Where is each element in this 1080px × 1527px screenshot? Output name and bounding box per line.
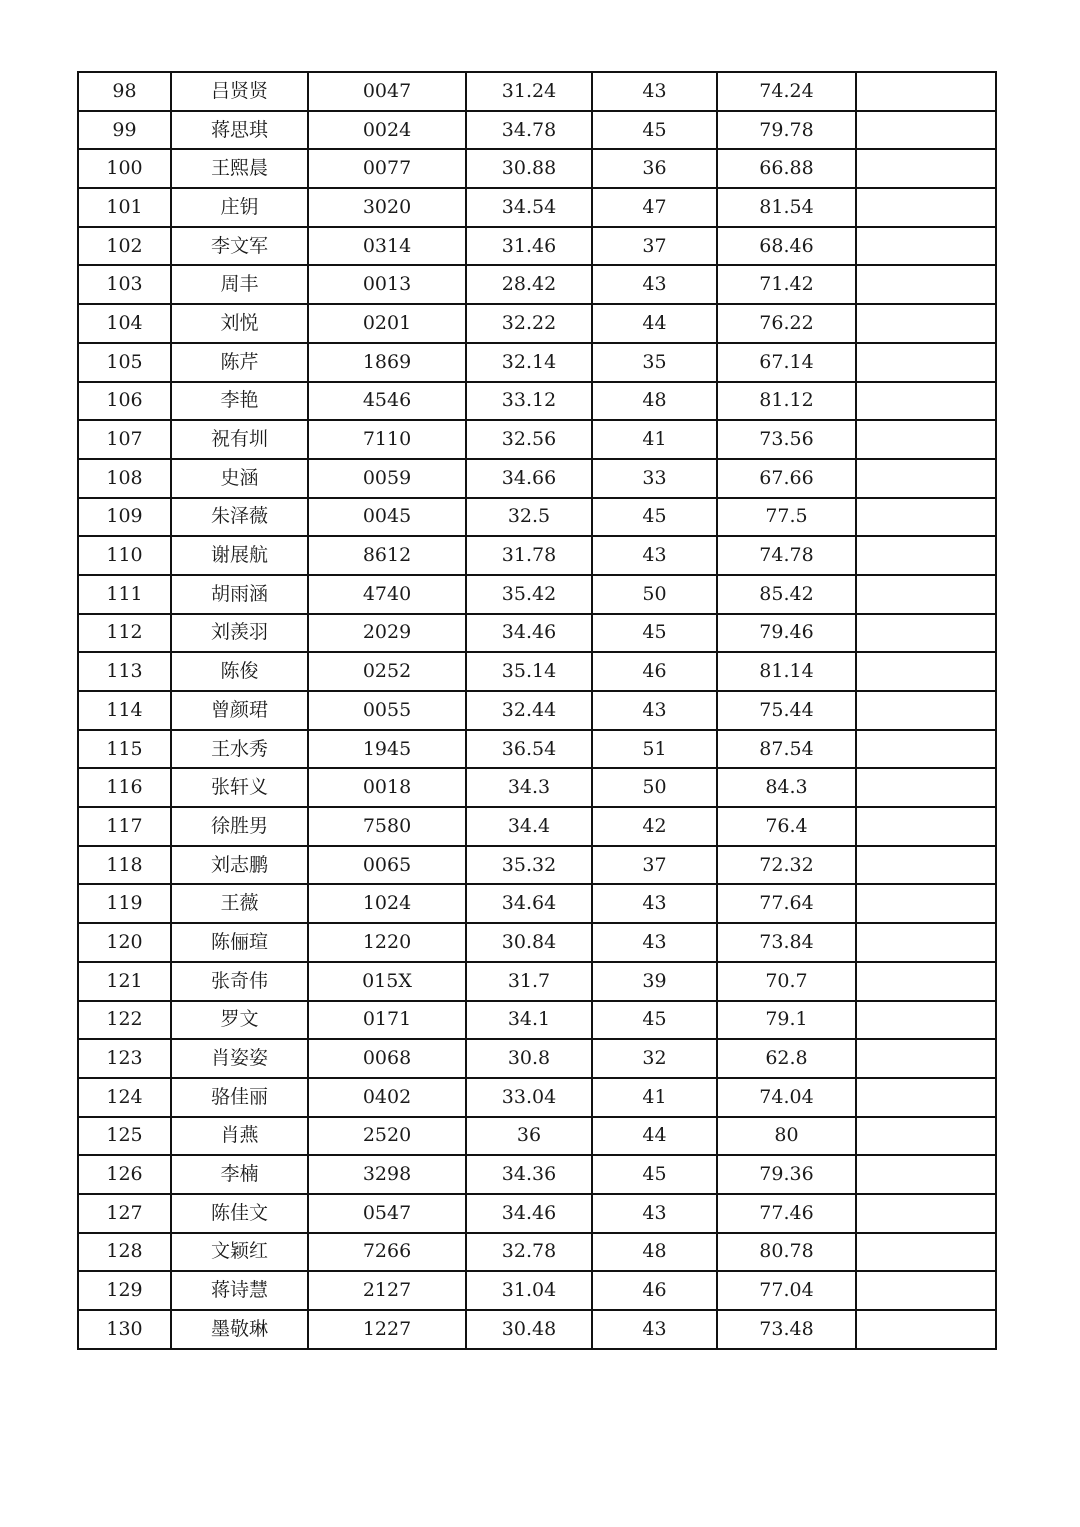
name-cell: 李艳 (171, 382, 308, 421)
id-cell: 0252 (308, 652, 466, 691)
total-cell: 74.78 (717, 536, 856, 575)
score-b-cell: 50 (592, 768, 717, 807)
name-cell: 王水秀 (171, 730, 308, 769)
name-cell: 周丰 (171, 265, 308, 304)
remark-cell (856, 382, 996, 421)
total-cell: 73.48 (717, 1310, 856, 1349)
id-cell: 0018 (308, 768, 466, 807)
total-cell: 77.46 (717, 1194, 856, 1233)
total-cell: 76.4 (717, 807, 856, 846)
id-cell: 0547 (308, 1194, 466, 1233)
remark-cell (856, 1001, 996, 1040)
table-row (78, 72, 996, 111)
name-cell: 罗文 (171, 1001, 308, 1040)
score-b-cell: 48 (592, 1233, 717, 1272)
id-cell: 7266 (308, 1233, 466, 1272)
total-cell: 72.32 (717, 846, 856, 885)
remark-cell (856, 884, 996, 923)
id-cell: 3020 (308, 188, 466, 227)
table-row (78, 304, 996, 343)
id-cell: 0059 (308, 459, 466, 498)
total-cell: 80 (717, 1117, 856, 1156)
score-a-cell: 30.88 (466, 149, 592, 188)
score-a-cell: 30.48 (466, 1310, 592, 1349)
table-row (78, 188, 996, 227)
name-cell: 吕贤贤 (171, 72, 308, 111)
score-a-cell: 31.24 (466, 72, 592, 111)
total-cell: 80.78 (717, 1233, 856, 1272)
rank-cell: 120 (78, 923, 171, 962)
rank-cell: 116 (78, 768, 171, 807)
total-cell: 70.7 (717, 962, 856, 1001)
id-cell: 2029 (308, 614, 466, 653)
id-cell: 0314 (308, 227, 466, 266)
id-cell: 7580 (308, 807, 466, 846)
remark-cell (856, 72, 996, 111)
total-cell: 81.12 (717, 382, 856, 421)
id-cell: 1869 (308, 343, 466, 382)
id-cell: 0013 (308, 265, 466, 304)
total-cell: 73.56 (717, 420, 856, 459)
score-a-cell: 34.46 (466, 614, 592, 653)
table-row (78, 536, 996, 575)
total-cell: 77.5 (717, 498, 856, 537)
rank-cell: 101 (78, 188, 171, 227)
rank-cell: 108 (78, 459, 171, 498)
score-b-cell: 36 (592, 149, 717, 188)
rank-cell: 100 (78, 149, 171, 188)
rank-cell: 112 (78, 614, 171, 653)
total-cell: 77.64 (717, 884, 856, 923)
score-b-cell: 42 (592, 807, 717, 846)
id-cell: 0201 (308, 304, 466, 343)
table-row (78, 382, 996, 421)
id-cell: 8612 (308, 536, 466, 575)
score-a-cell: 28.42 (466, 265, 592, 304)
id-cell: 015X (308, 962, 466, 1001)
score-b-cell: 51 (592, 730, 717, 769)
remark-cell (856, 265, 996, 304)
name-cell: 墨敬琳 (171, 1310, 308, 1349)
total-cell: 73.84 (717, 923, 856, 962)
rank-cell: 106 (78, 382, 171, 421)
total-cell: 79.46 (717, 614, 856, 653)
score-b-cell: 45 (592, 1155, 717, 1194)
total-cell: 84.3 (717, 768, 856, 807)
remark-cell (856, 1194, 996, 1233)
name-cell: 刘羡羽 (171, 614, 308, 653)
score-a-cell: 36.54 (466, 730, 592, 769)
name-cell: 陈俪瑄 (171, 923, 308, 962)
table-row (78, 343, 996, 382)
score-a-cell: 32.14 (466, 343, 592, 382)
rank-cell: 115 (78, 730, 171, 769)
rank-cell: 119 (78, 884, 171, 923)
table-row (78, 575, 996, 614)
total-cell: 81.14 (717, 652, 856, 691)
remark-cell (856, 1078, 996, 1117)
score-a-cell: 35.14 (466, 652, 592, 691)
remark-cell (856, 420, 996, 459)
id-cell: 0047 (308, 72, 466, 111)
rank-cell: 125 (78, 1117, 171, 1156)
table-row (78, 1194, 996, 1233)
score-a-cell: 35.42 (466, 575, 592, 614)
score-b-cell: 45 (592, 111, 717, 150)
id-cell: 0055 (308, 691, 466, 730)
name-cell: 张轩义 (171, 768, 308, 807)
total-cell: 79.78 (717, 111, 856, 150)
remark-cell (856, 575, 996, 614)
score-a-cell: 32.78 (466, 1233, 592, 1272)
table-row (78, 149, 996, 188)
remark-cell (856, 691, 996, 730)
table-row (78, 923, 996, 962)
name-cell: 蒋诗慧 (171, 1271, 308, 1310)
rank-cell: 122 (78, 1001, 171, 1040)
table-row (78, 227, 996, 266)
rank-cell: 113 (78, 652, 171, 691)
id-cell: 2520 (308, 1117, 466, 1156)
total-cell: 71.42 (717, 265, 856, 304)
remark-cell (856, 807, 996, 846)
total-cell: 77.04 (717, 1271, 856, 1310)
id-cell: 0077 (308, 149, 466, 188)
score-b-cell: 37 (592, 846, 717, 885)
score-b-cell: 41 (592, 420, 717, 459)
rank-cell: 126 (78, 1155, 171, 1194)
name-cell: 肖姿姿 (171, 1039, 308, 1078)
id-cell: 4740 (308, 575, 466, 614)
table-body (78, 72, 996, 1349)
score-a-cell: 36 (466, 1117, 592, 1156)
score-b-cell: 43 (592, 691, 717, 730)
score-b-cell: 48 (592, 382, 717, 421)
score-table-container (77, 71, 995, 1350)
remark-cell (856, 1310, 996, 1349)
score-b-cell: 46 (592, 1271, 717, 1310)
score-a-cell: 32.56 (466, 420, 592, 459)
score-a-cell: 30.84 (466, 923, 592, 962)
id-cell: 1945 (308, 730, 466, 769)
name-cell: 文颖红 (171, 1233, 308, 1272)
table-row (78, 1039, 996, 1078)
table-row (78, 614, 996, 653)
table-row (78, 265, 996, 304)
remark-cell (856, 1117, 996, 1156)
table-row (78, 498, 996, 537)
rank-cell: 109 (78, 498, 171, 537)
score-a-cell: 34.36 (466, 1155, 592, 1194)
rank-cell: 99 (78, 111, 171, 150)
table-row (78, 459, 996, 498)
score-a-cell: 34.66 (466, 459, 592, 498)
score-b-cell: 32 (592, 1039, 717, 1078)
score-b-cell: 46 (592, 652, 717, 691)
table-row (78, 1078, 996, 1117)
score-b-cell: 41 (592, 1078, 717, 1117)
score-a-cell: 34.64 (466, 884, 592, 923)
score-a-cell: 32.5 (466, 498, 592, 537)
remark-cell (856, 768, 996, 807)
score-a-cell: 34.46 (466, 1194, 592, 1233)
name-cell: 谢展航 (171, 536, 308, 575)
score-a-cell: 32.44 (466, 691, 592, 730)
total-cell: 68.46 (717, 227, 856, 266)
table-row (78, 730, 996, 769)
total-cell: 87.54 (717, 730, 856, 769)
name-cell: 刘志鹏 (171, 846, 308, 885)
remark-cell (856, 923, 996, 962)
table-row (78, 1001, 996, 1040)
score-table (77, 71, 997, 1350)
rank-cell: 124 (78, 1078, 171, 1117)
score-b-cell: 43 (592, 923, 717, 962)
id-cell: 2127 (308, 1271, 466, 1310)
rank-cell: 128 (78, 1233, 171, 1272)
score-a-cell: 31.7 (466, 962, 592, 1001)
id-cell: 7110 (308, 420, 466, 459)
score-b-cell: 35 (592, 343, 717, 382)
rank-cell: 121 (78, 962, 171, 1001)
name-cell: 李文军 (171, 227, 308, 266)
rank-cell: 111 (78, 575, 171, 614)
score-b-cell: 43 (592, 1194, 717, 1233)
name-cell: 王熙晨 (171, 149, 308, 188)
id-cell: 0171 (308, 1001, 466, 1040)
name-cell: 庄钥 (171, 188, 308, 227)
remark-cell (856, 188, 996, 227)
rank-cell: 105 (78, 343, 171, 382)
rank-cell: 129 (78, 1271, 171, 1310)
score-b-cell: 47 (592, 188, 717, 227)
table-row (78, 846, 996, 885)
total-cell: 67.66 (717, 459, 856, 498)
rank-cell: 104 (78, 304, 171, 343)
remark-cell (856, 149, 996, 188)
table-row (78, 1155, 996, 1194)
table-row (78, 420, 996, 459)
name-cell: 祝有圳 (171, 420, 308, 459)
remark-cell (856, 343, 996, 382)
score-a-cell: 30.8 (466, 1039, 592, 1078)
remark-cell (856, 1039, 996, 1078)
rank-cell: 114 (78, 691, 171, 730)
rank-cell: 107 (78, 420, 171, 459)
name-cell: 陈佳文 (171, 1194, 308, 1233)
score-a-cell: 31.04 (466, 1271, 592, 1310)
rank-cell: 123 (78, 1039, 171, 1078)
score-b-cell: 50 (592, 575, 717, 614)
name-cell: 蒋思琪 (171, 111, 308, 150)
score-b-cell: 43 (592, 884, 717, 923)
table-row (78, 1117, 996, 1156)
score-b-cell: 45 (592, 498, 717, 537)
id-cell: 1220 (308, 923, 466, 962)
remark-cell (856, 304, 996, 343)
table-row (78, 652, 996, 691)
total-cell: 74.04 (717, 1078, 856, 1117)
remark-cell (856, 536, 996, 575)
id-cell: 0402 (308, 1078, 466, 1117)
total-cell: 75.44 (717, 691, 856, 730)
score-b-cell: 43 (592, 265, 717, 304)
rank-cell: 118 (78, 846, 171, 885)
name-cell: 王薇 (171, 884, 308, 923)
rank-cell: 130 (78, 1310, 171, 1349)
table-row (78, 807, 996, 846)
rank-cell: 127 (78, 1194, 171, 1233)
score-b-cell: 44 (592, 304, 717, 343)
score-a-cell: 34.3 (466, 768, 592, 807)
name-cell: 张奇伟 (171, 962, 308, 1001)
score-a-cell: 34.54 (466, 188, 592, 227)
table-row (78, 1233, 996, 1272)
score-a-cell: 33.12 (466, 382, 592, 421)
name-cell: 骆佳丽 (171, 1078, 308, 1117)
table-row (78, 691, 996, 730)
table-row (78, 111, 996, 150)
score-b-cell: 37 (592, 227, 717, 266)
name-cell: 胡雨涵 (171, 575, 308, 614)
score-a-cell: 35.32 (466, 846, 592, 885)
score-b-cell: 45 (592, 1001, 717, 1040)
total-cell: 74.24 (717, 72, 856, 111)
score-a-cell: 34.1 (466, 1001, 592, 1040)
remark-cell (856, 498, 996, 537)
remark-cell (856, 730, 996, 769)
score-b-cell: 43 (592, 536, 717, 575)
score-a-cell: 31.46 (466, 227, 592, 266)
remark-cell (856, 1233, 996, 1272)
score-a-cell: 34.78 (466, 111, 592, 150)
score-b-cell: 45 (592, 614, 717, 653)
id-cell: 0065 (308, 846, 466, 885)
score-b-cell: 44 (592, 1117, 717, 1156)
score-a-cell: 34.4 (466, 807, 592, 846)
remark-cell (856, 1155, 996, 1194)
name-cell: 朱泽薇 (171, 498, 308, 537)
name-cell: 徐胜男 (171, 807, 308, 846)
table-row (78, 884, 996, 923)
rank-cell: 103 (78, 265, 171, 304)
id-cell: 3298 (308, 1155, 466, 1194)
id-cell: 1227 (308, 1310, 466, 1349)
score-b-cell: 33 (592, 459, 717, 498)
remark-cell (856, 111, 996, 150)
name-cell: 李楠 (171, 1155, 308, 1194)
score-a-cell: 33.04 (466, 1078, 592, 1117)
remark-cell (856, 652, 996, 691)
remark-cell (856, 614, 996, 653)
remark-cell (856, 962, 996, 1001)
remark-cell (856, 846, 996, 885)
rank-cell: 110 (78, 536, 171, 575)
score-b-cell: 39 (592, 962, 717, 1001)
total-cell: 76.22 (717, 304, 856, 343)
total-cell: 67.14 (717, 343, 856, 382)
id-cell: 1024 (308, 884, 466, 923)
total-cell: 79.36 (717, 1155, 856, 1194)
table-row (78, 768, 996, 807)
name-cell: 陈俊 (171, 652, 308, 691)
id-cell: 0045 (308, 498, 466, 537)
id-cell: 0068 (308, 1039, 466, 1078)
rank-cell: 117 (78, 807, 171, 846)
remark-cell (856, 1271, 996, 1310)
total-cell: 81.54 (717, 188, 856, 227)
name-cell: 刘悦 (171, 304, 308, 343)
total-cell: 85.42 (717, 575, 856, 614)
score-a-cell: 32.22 (466, 304, 592, 343)
id-cell: 0024 (308, 111, 466, 150)
score-b-cell: 43 (592, 72, 717, 111)
total-cell: 62.8 (717, 1039, 856, 1078)
remark-cell (856, 227, 996, 266)
total-cell: 66.88 (717, 149, 856, 188)
name-cell: 曾颜珺 (171, 691, 308, 730)
name-cell: 陈芹 (171, 343, 308, 382)
remark-cell (856, 459, 996, 498)
name-cell: 肖燕 (171, 1117, 308, 1156)
table-row (78, 1271, 996, 1310)
id-cell: 4546 (308, 382, 466, 421)
score-b-cell: 43 (592, 1310, 717, 1349)
score-a-cell: 31.78 (466, 536, 592, 575)
rank-cell: 98 (78, 72, 171, 111)
table-row (78, 962, 996, 1001)
rank-cell: 102 (78, 227, 171, 266)
total-cell: 79.1 (717, 1001, 856, 1040)
name-cell: 史涵 (171, 459, 308, 498)
table-row (78, 1310, 996, 1349)
